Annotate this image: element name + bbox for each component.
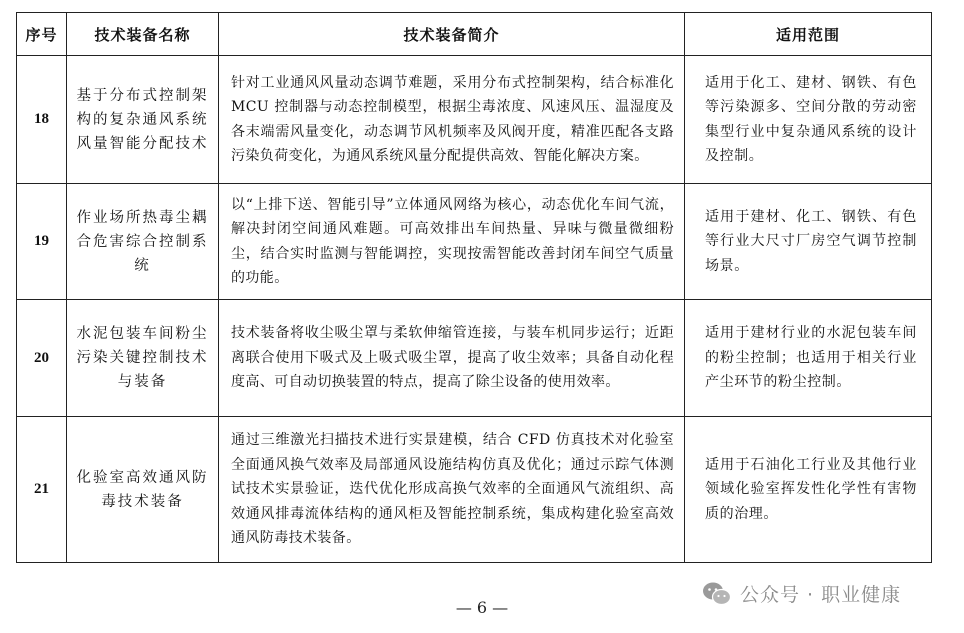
row-equipment-intro-text: 通过三维激光扫描技术进行实景建模，结合 CFD 仿真技术对化验室全面通风换气效率及局部通风设施结构仿真及优化；通过示踪气体测试技术实景验证，迭代优化形成高换气效率的全面通风气流组织、高效通风排毒流体结构的通风柜及智能控制系统，集成构建化验室高效通风防毒技术装备。 <box>231 432 674 547</box>
header-serial-number: 序号 <box>17 13 67 56</box>
row-scope-text: 适用于化工、建材、钢铁、有色等污染源多、空间分散的劳动密集型行业中复杂通风系统的设计及控制。 <box>705 74 917 164</box>
row-equipment-intro <box>219 184 685 300</box>
tech-equipment-table <box>16 12 932 563</box>
row-equipment-intro-text: 技术装备将收尘吸尘罩与柔软伸缩管连接，与装车机同步运行；近距离联合使用下吸式及上吸式吸尘罩，提高了收尘效率；具备自动化程度高、可自动切换装置的特点，提高了除尘设备的使用效率。 <box>231 325 674 391</box>
row-scope <box>685 300 932 417</box>
row-equipment-name <box>67 417 219 563</box>
row-equipment-intro <box>219 56 685 184</box>
row-scope-text: 适用于石油化工行业及其他行业领域化验室挥发性化学性有害物质的治理。 <box>705 456 917 522</box>
row-equipment-name <box>67 300 219 417</box>
table-header-row <box>17 13 932 56</box>
row-scope <box>685 56 932 184</box>
row-serial-number: 18 <box>17 56 67 184</box>
row-scope-text: 适用于建材、化工、钢铁、有色等行业大尺寸厂房空气调节控制场景。 <box>705 208 917 274</box>
table-row <box>17 56 932 184</box>
row-serial-number: 19 <box>17 184 67 300</box>
row-equipment-name-text: 基于分布式控制架构的复杂通风系统风量智能分配技术 <box>76 87 209 152</box>
header-scope: 适用范围 <box>685 13 932 56</box>
row-equipment-name-text: 作业场所热毒尘耦合危害综合控制系统 <box>76 209 209 274</box>
row-equipment-intro <box>219 300 685 417</box>
row-equipment-name-text: 水泥包装车间粉尘污染关键控制技术与装备 <box>76 326 209 390</box>
row-equipment-intro-text: 以“上排下送、智能引导”立体通风网络为核心，动态优化车间气流，解决封闭空间通风难题。可高效排出车间热量、异味与微量微细粉尘，结合实时监测与智能调控，实现按需智能改善封闭车间空气质量的功能。 <box>231 196 674 286</box>
watermark-text: 公众号 · 职业健康 <box>740 584 902 606</box>
header-equipment-intro: 技术装备简介 <box>219 13 685 56</box>
header-equipment-name: 技术装备名称 <box>67 13 219 56</box>
row-serial-number: 20 <box>17 300 67 417</box>
row-scope <box>685 417 932 563</box>
page-number: — 6 — <box>455 598 509 617</box>
table-row <box>17 184 932 300</box>
row-equipment-name-text: 化验室高效通风防毒技术装备 <box>76 469 209 510</box>
table-row <box>17 300 932 417</box>
row-serial-number: 21 <box>17 417 67 563</box>
row-scope-text: 适用于建材行业的水泥包装车间的粉尘控制；也适用于相关行业产尘环节的粉尘控制。 <box>705 325 917 391</box>
row-equipment-intro <box>219 417 685 563</box>
row-equipment-intro-text: 针对工业通风风量动态调节难题，采用分布式控制架构，结合标准化 MCU 控制器与动态控制模型，根据尘毒浓度、风速风压、温湿度及各末端需风量变化，动态调节风机频率及风阀开度，精准匹配各支路污染负荷变化，为通风系统风量分配提供高效、智能化解决方案。 <box>231 74 674 164</box>
row-equipment-name <box>67 56 219 184</box>
row-scope <box>685 184 932 300</box>
table-row <box>17 417 932 563</box>
row-equipment-name <box>67 184 219 300</box>
